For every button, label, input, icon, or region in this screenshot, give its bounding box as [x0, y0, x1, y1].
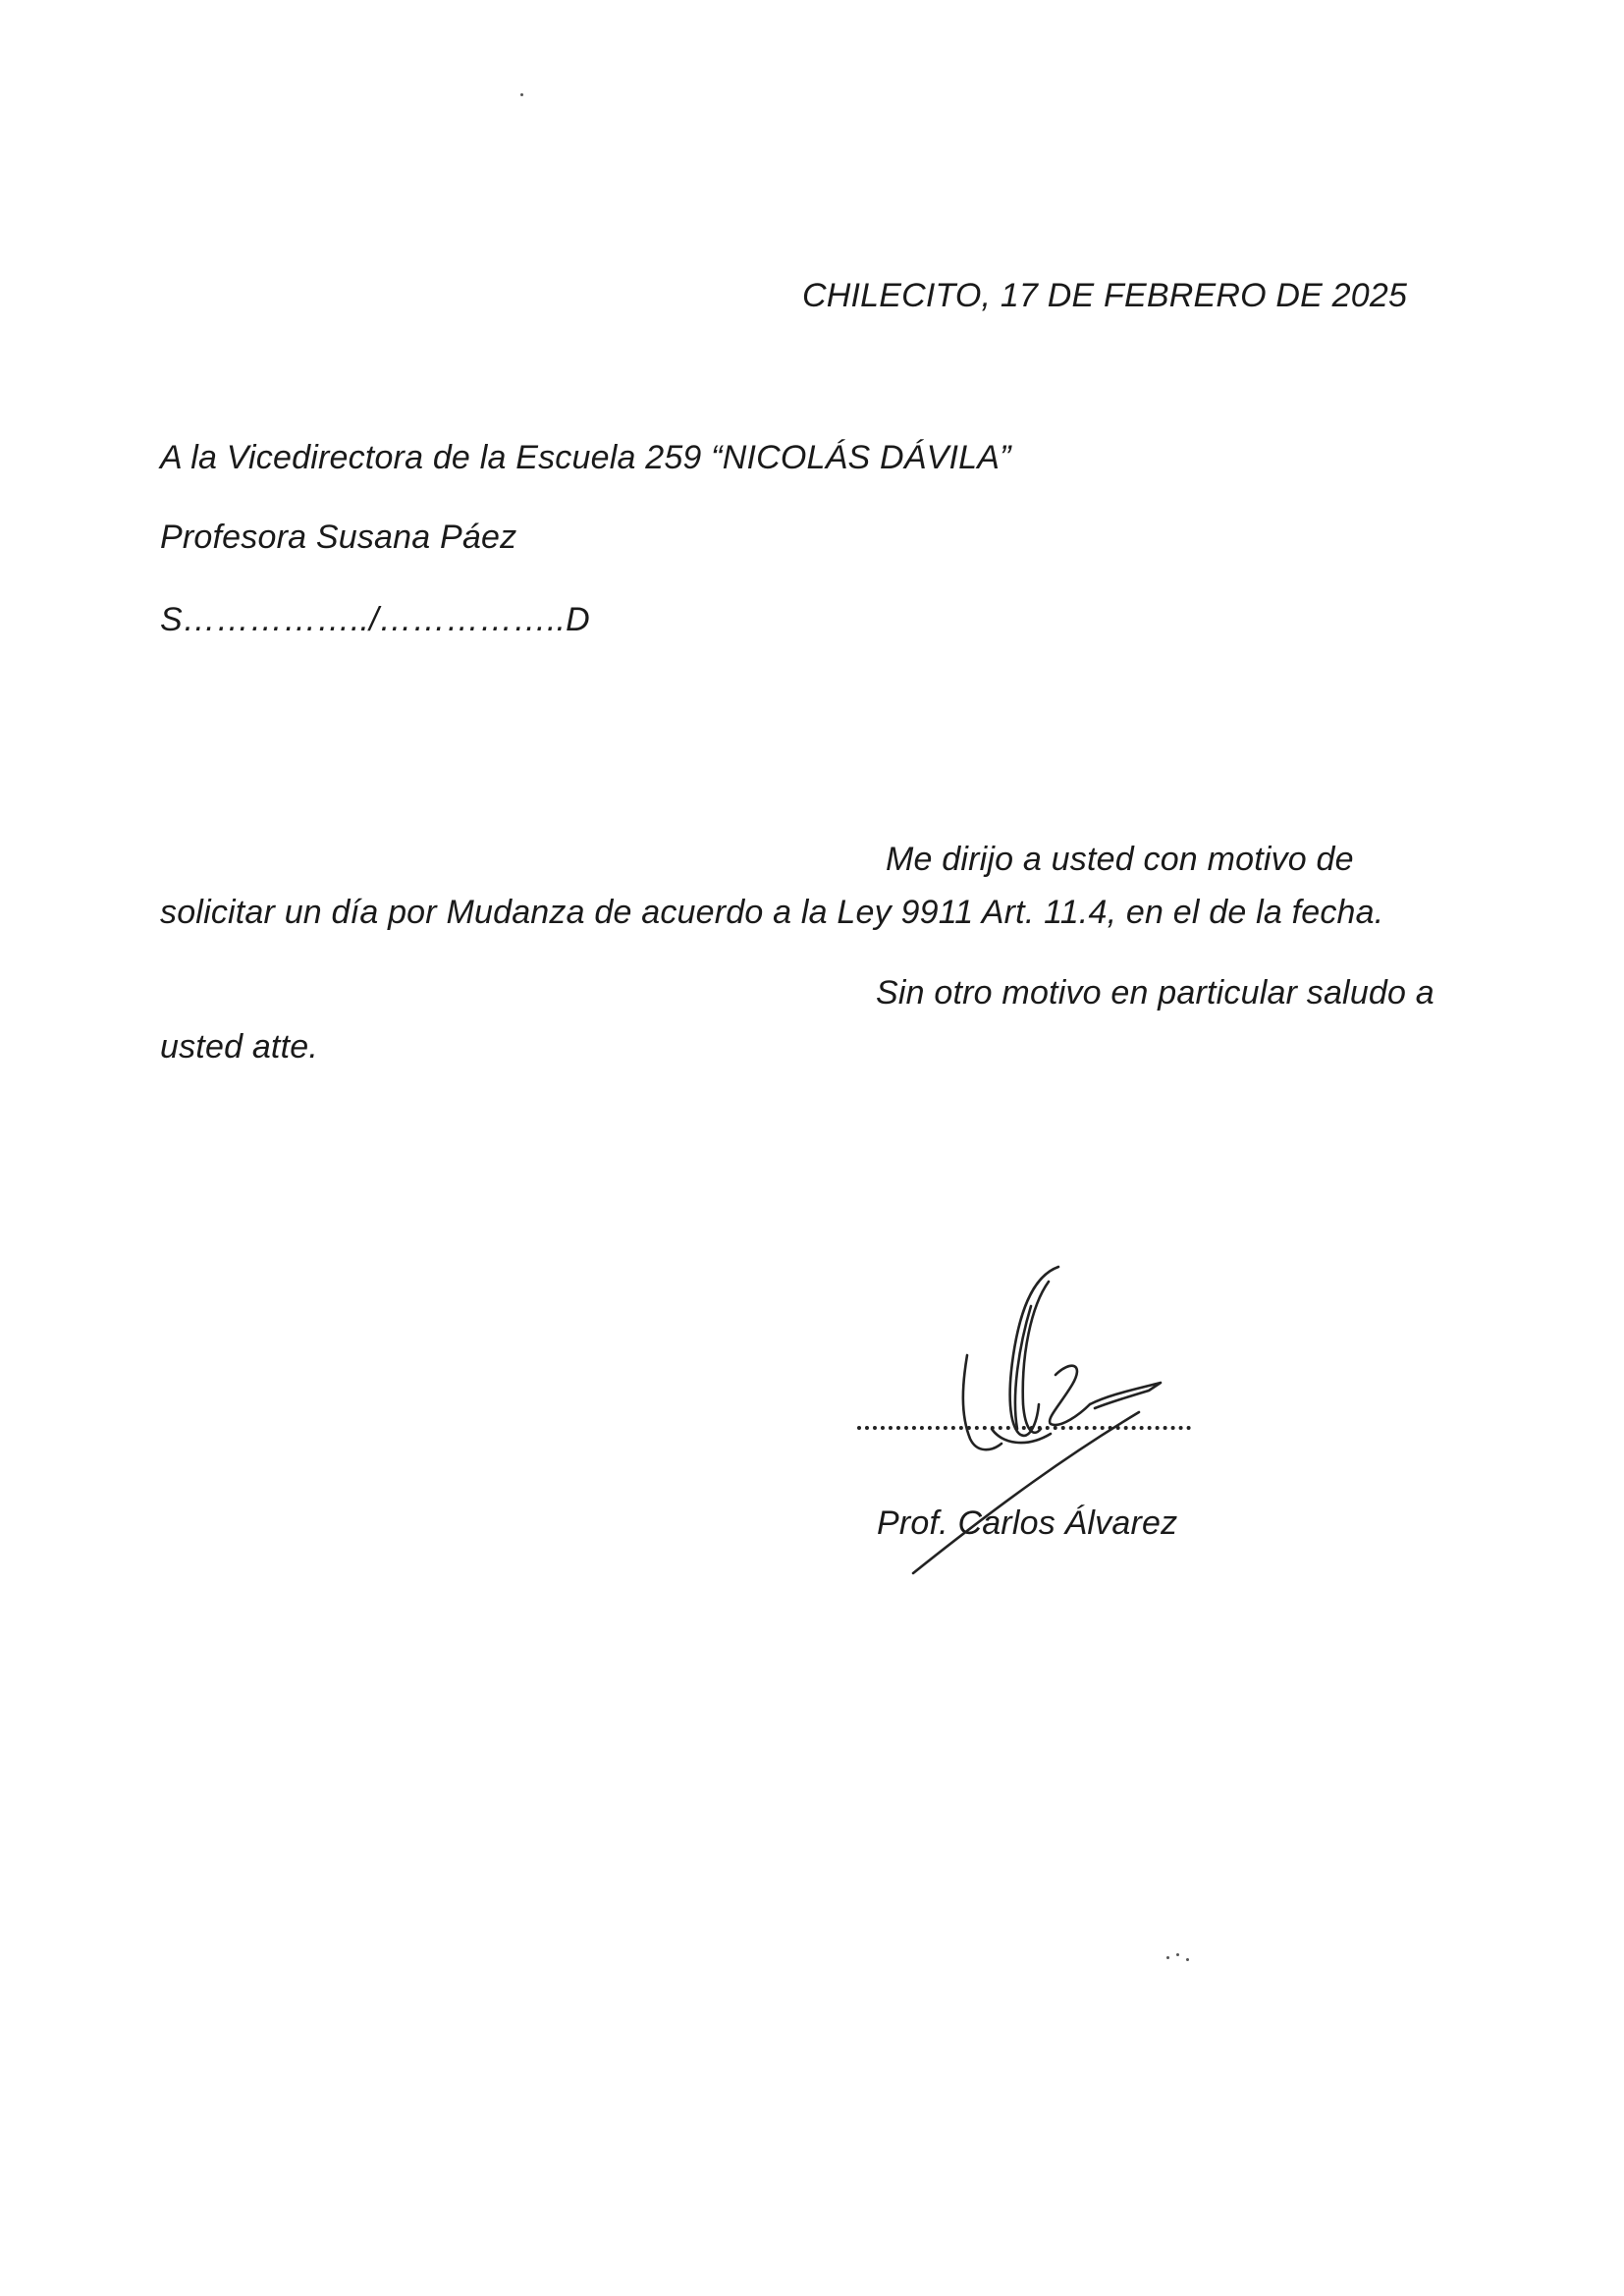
handwritten-signature [844, 1247, 1198, 1591]
body-line-1: Me dirijo a usted con motivo de [886, 841, 1354, 878]
recipient-line: A la Vicedirectora de la Escuela 259 “NICOLÁS DÁVILA” [160, 439, 1011, 476]
letter-date: CHILECITO, 17 DE FEBRERO DE 2025 [802, 277, 1408, 314]
signer-name: Prof. Carlos Álvarez [877, 1504, 1178, 1542]
scan-speck [520, 93, 523, 96]
closing-line-1: Sin otro motivo en particular saludo a [876, 974, 1435, 1011]
scan-speck [1176, 1953, 1179, 1956]
recipient-name: Profesora Susana Páez [160, 519, 517, 556]
scan-speck [1166, 1956, 1169, 1959]
salutation-line: S……………../……………..D [160, 601, 590, 638]
closing-line-2: usted atte. [160, 1028, 318, 1066]
scan-speck [1186, 1958, 1189, 1961]
body-line-2: solicitar un día por Mudanza de acuerdo a la Ley 9911 Art. 11.4, en el de la fecha. [160, 894, 1384, 931]
